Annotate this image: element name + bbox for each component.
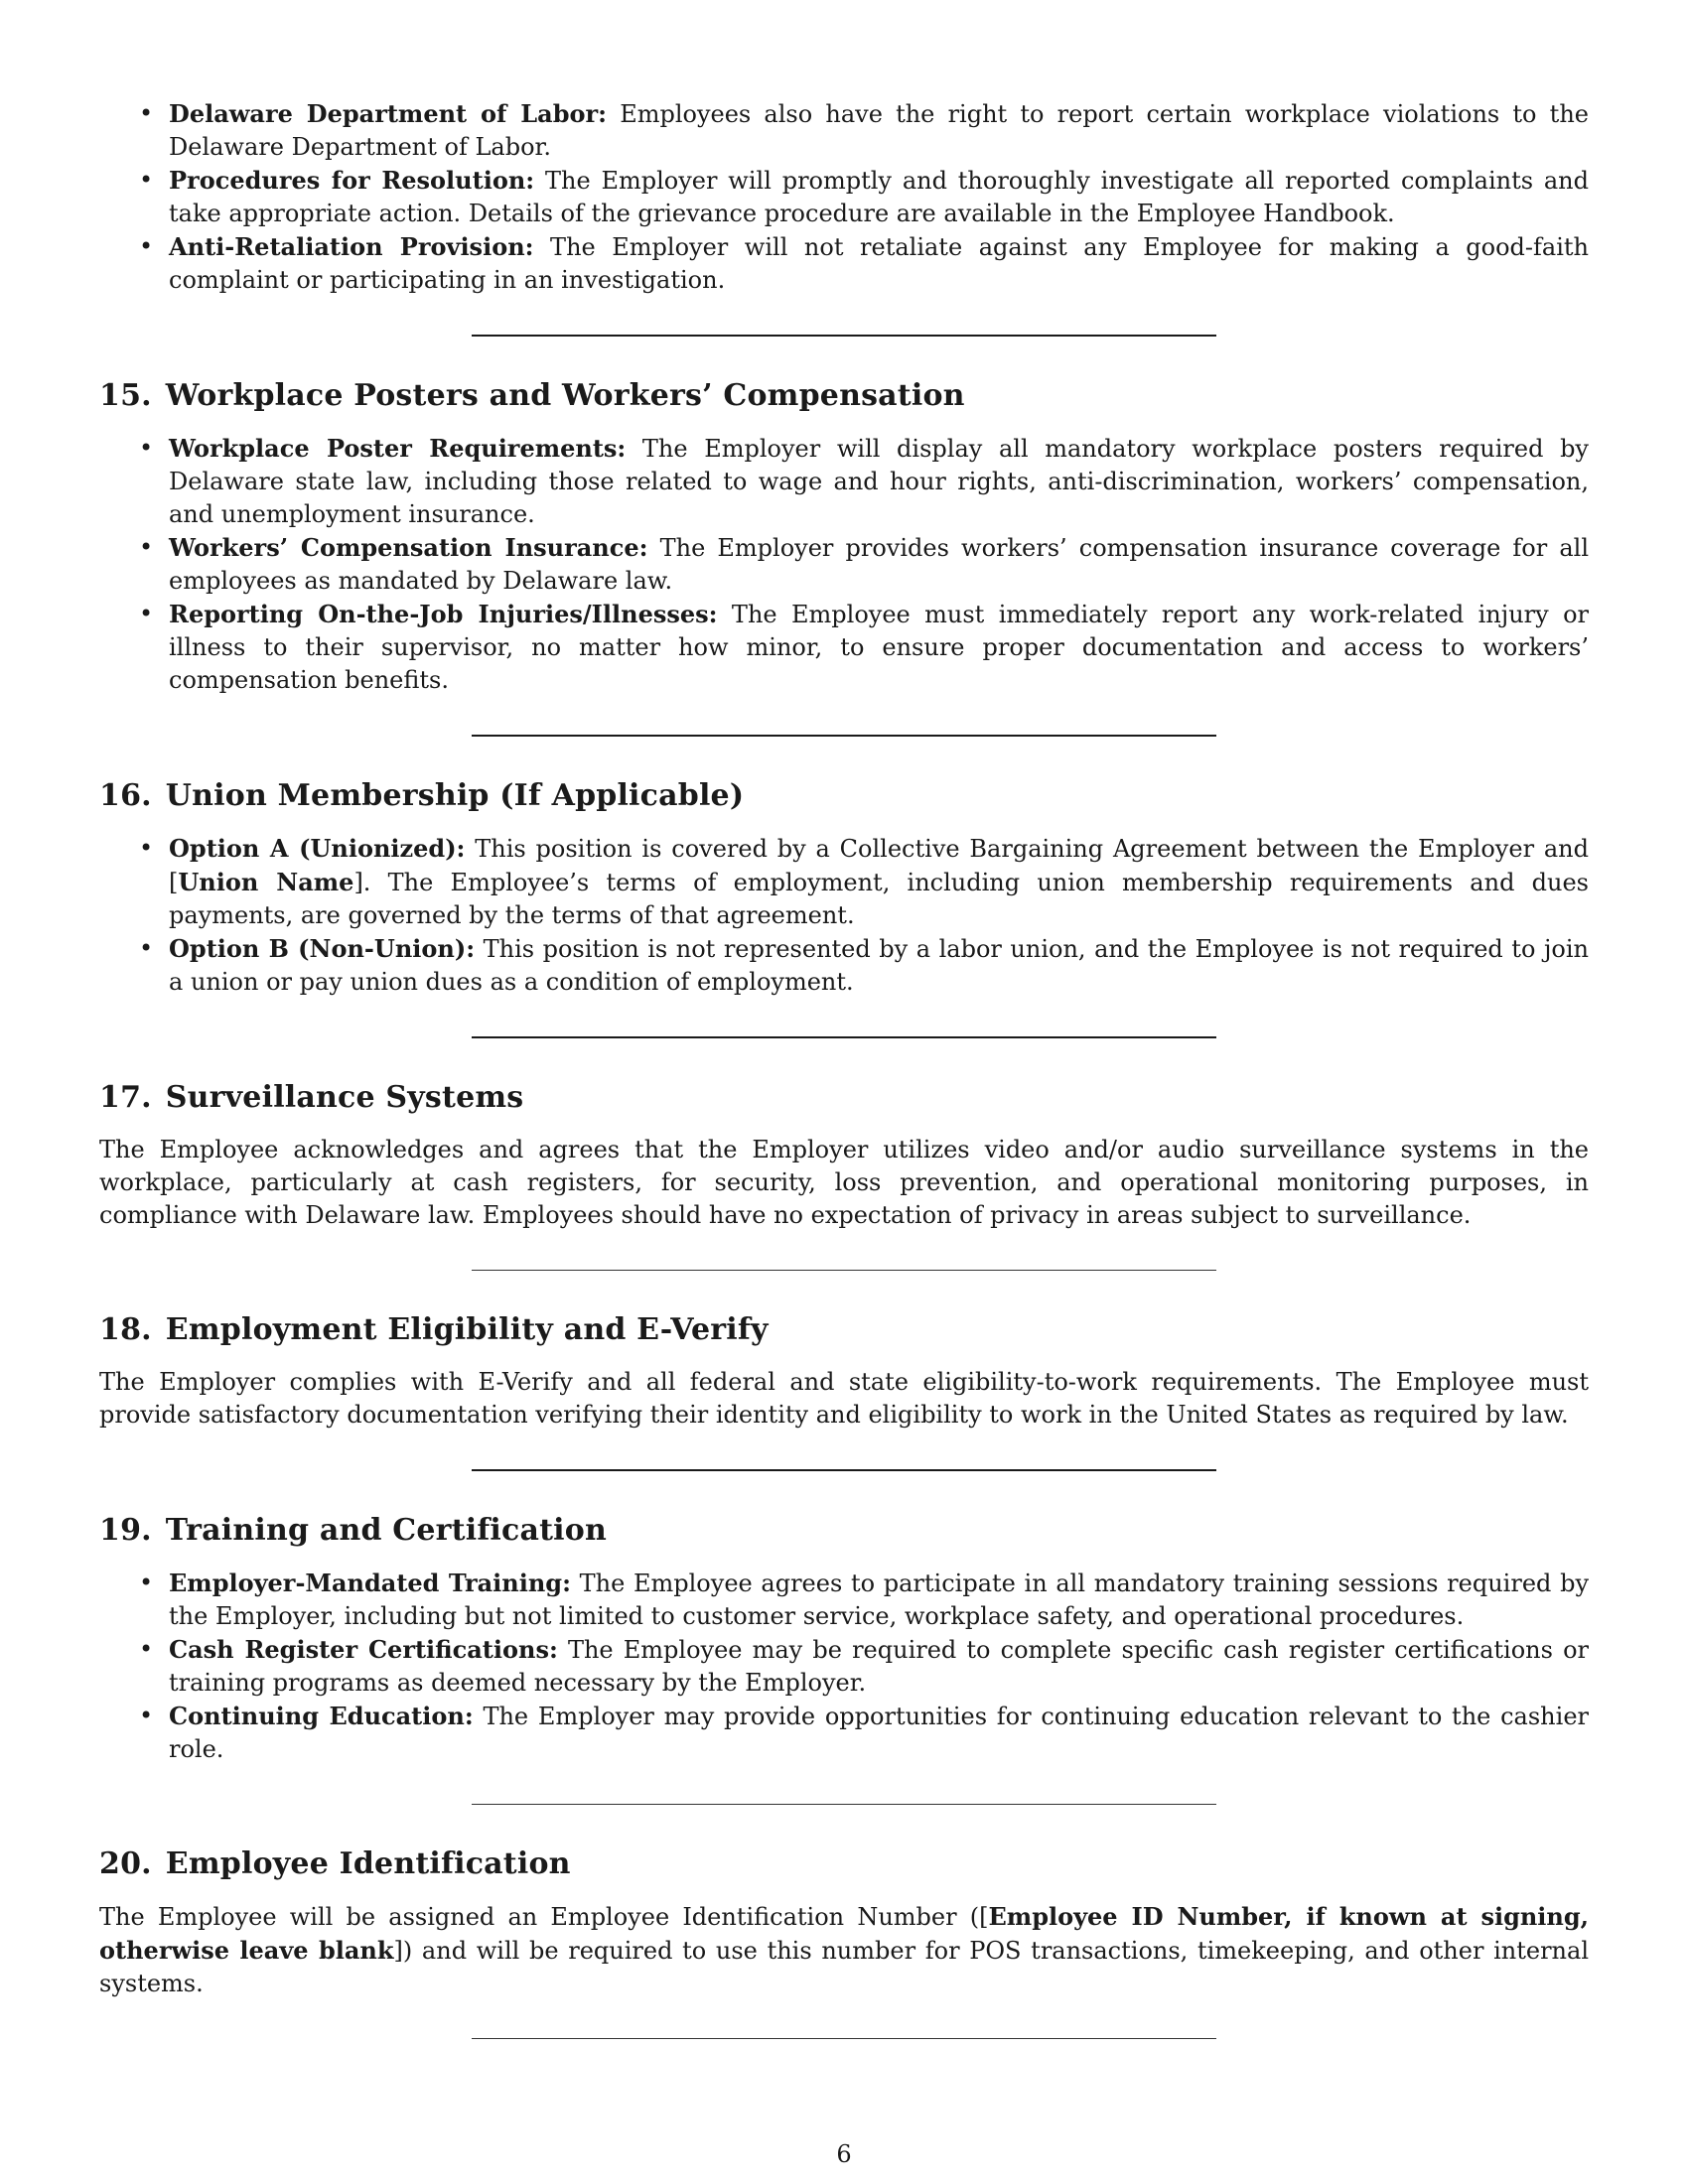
list-item	[99, 1633, 1589, 1700]
bullet-text: The Employer will promptly and thoroughly investigate all reported complaints and take appropriate action. Details of the grievance procedure are available in the Employee Handbook.	[169, 167, 1590, 227]
section-divider	[472, 1804, 1216, 1805]
employee-id-placeholder: Employee ID Number, if known at signing, otherwise leave blank	[99, 1902, 1590, 1965]
section-title: Employee Identification	[165, 1846, 571, 1881]
bullet-icon: •	[139, 834, 154, 862]
section-heading	[99, 1511, 1589, 1551]
page-number: 6	[836, 2140, 852, 2168]
bullet-term: Procedures for Resolution:	[169, 166, 535, 195]
section-heading	[99, 776, 1589, 816]
section-title: Union Membership (If Applicable)	[165, 778, 745, 813]
bullet-term: Anti-Retaliation Provision:	[169, 232, 534, 261]
bullet-text: ]. The Employee’s terms of employment, including union membership requirements and dues payments, are governed by the terms of that agreement.	[169, 869, 1589, 929]
bullet-icon: •	[139, 99, 154, 127]
bullet-list	[99, 432, 1589, 697]
section-heading	[99, 1844, 1589, 1884]
list-item	[99, 1567, 1589, 1633]
bullet-text: The Employer may provide opportunities for continuing education relevant to the cashier role.	[169, 1703, 1589, 1763]
bullet-list	[99, 832, 1589, 999]
union-name-placeholder: Union Name	[178, 868, 354, 896]
section-heading	[99, 1310, 1589, 1350]
section-title: Surveillance Systems	[165, 1080, 524, 1115]
section-19	[99, 1511, 1589, 1766]
paragraph-text: The Employee will be assigned an Employee Identification Number ([	[99, 1903, 989, 1931]
list-item	[99, 932, 1589, 999]
bullet-icon: •	[139, 1635, 154, 1663]
bullet-text: The Employee agrees to participate in all mandatory training sessions required by the Employer, including but not limited to customer service, workplace safety, and operational procedures.	[169, 1570, 1590, 1630]
bullet-text: The Employer will display all mandatory workplace posters required by Delaware state law, including those related to wage and hour rights, anti-discrimination, workers’ compensation, and unemployment insurance.	[169, 435, 1589, 528]
bullet-term: Workers’ Compensation Insurance:	[169, 533, 648, 562]
section-heading	[99, 1078, 1589, 1118]
section-title: Training and Certification	[165, 1513, 607, 1548]
section-number: 18.	[99, 1312, 152, 1347]
section-divider	[472, 2038, 1216, 2039]
bullet-icon: •	[139, 1702, 154, 1729]
section-title: Workplace Posters and Workers’ Compensation	[165, 378, 965, 413]
section-divider	[472, 735, 1216, 737]
bullet-term: Employer-Mandated Training:	[169, 1569, 571, 1597]
bullet-term: Option A (Unionized):	[169, 834, 466, 863]
list-item	[99, 230, 1589, 297]
section-number: 20.	[99, 1846, 152, 1881]
bullet-icon: •	[139, 1569, 154, 1596]
list-item	[99, 97, 1589, 164]
bullet-icon: •	[139, 533, 154, 561]
bullet-icon: •	[139, 934, 154, 962]
list-item	[99, 432, 1589, 531]
section-paragraph: The Employer complies with E-Verify and all federal and state eligibility-to-work requirements. The Employee must provide satisfactory documentation verifying their identity and eligibility to work in the United States as required by law.	[99, 1368, 1589, 1429]
section-number: 16.	[99, 778, 152, 813]
section-16	[99, 776, 1589, 999]
top-bullet-list	[99, 97, 1589, 297]
bullet-text: The Employer provides workers’ compensation insurance coverage for all employees as mandated by Delaware law.	[169, 534, 1589, 595]
section-paragraph: The Employee acknowledges and agrees that the Employer utilizes video and/or audio surveillance systems in the workplace, particularly at cash registers, for security, loss prevention, and operational monitoring purposes, in compliance with Delaware law. Employees should have no expectation of privacy in areas subject to surveillance.	[99, 1136, 1589, 1229]
bullet-term: Continuing Education:	[169, 1702, 474, 1730]
section-20	[99, 1844, 1589, 2000]
bullet-icon: •	[139, 600, 154, 627]
document-page	[99, 97, 1589, 2079]
bullet-icon: •	[139, 166, 154, 194]
list-item	[99, 164, 1589, 230]
section-divider	[472, 1469, 1216, 1471]
section-title: Employment Eligibility and E-Verify	[165, 1312, 769, 1347]
bullet-text: The Employer will not retaliate against any Employee for making a good-faith complaint or participating in an investigation.	[169, 233, 1590, 294]
section-18	[99, 1310, 1589, 1432]
bullet-text: The Employee must immediately report any work-related injury or illness to their supervisor, no matter how minor, to ensure proper documentation and access to workers’ compensation benefits.	[169, 601, 1589, 694]
paragraph-text: ]) and will be required to use this number for POS transactions, timekeeping, and other internal systems.	[99, 1937, 1590, 1997]
section-divider	[472, 335, 1216, 337]
section-heading	[99, 376, 1589, 416]
list-item	[99, 531, 1589, 598]
bullet-term: Option B (Non-Union):	[169, 934, 476, 963]
bullet-text: This position is covered by a Collective Bargaining Agreement between the Employer and [	[169, 835, 1590, 896]
bullet-text: The Employee may be required to complete specific cash register certifications or training programs as deemed necessary by the Employer.	[169, 1636, 1590, 1697]
bullet-term: Cash Register Certifications:	[169, 1635, 558, 1664]
list-item	[99, 598, 1589, 697]
section-divider	[472, 1270, 1216, 1271]
bullet-list	[99, 1567, 1589, 1766]
bullet-term: Delaware Department of Labor:	[169, 99, 608, 128]
section-paragraph	[99, 1900, 1589, 2000]
section-number: 19.	[99, 1513, 152, 1548]
list-item	[99, 1700, 1589, 1766]
section-15	[99, 376, 1589, 697]
bullet-term: Workplace Poster Requirements:	[169, 434, 627, 463]
bullet-icon: •	[139, 232, 154, 260]
bullet-text: Employees also have the right to report certain workplace violations to the Delaware Department of Labor.	[169, 100, 1589, 161]
list-item	[99, 832, 1589, 932]
section-17	[99, 1078, 1589, 1232]
bullet-term: Reporting On-the-Job Injuries/Illnesses:	[169, 600, 718, 628]
bullet-text: This position is not represented by a labor union, and the Employee is not required to join a union or pay union dues as a condition of employment.	[169, 935, 1589, 996]
section-divider	[472, 1036, 1216, 1038]
section-number: 17.	[99, 1080, 152, 1115]
section-number: 15.	[99, 378, 152, 413]
bullet-icon: •	[139, 434, 154, 462]
